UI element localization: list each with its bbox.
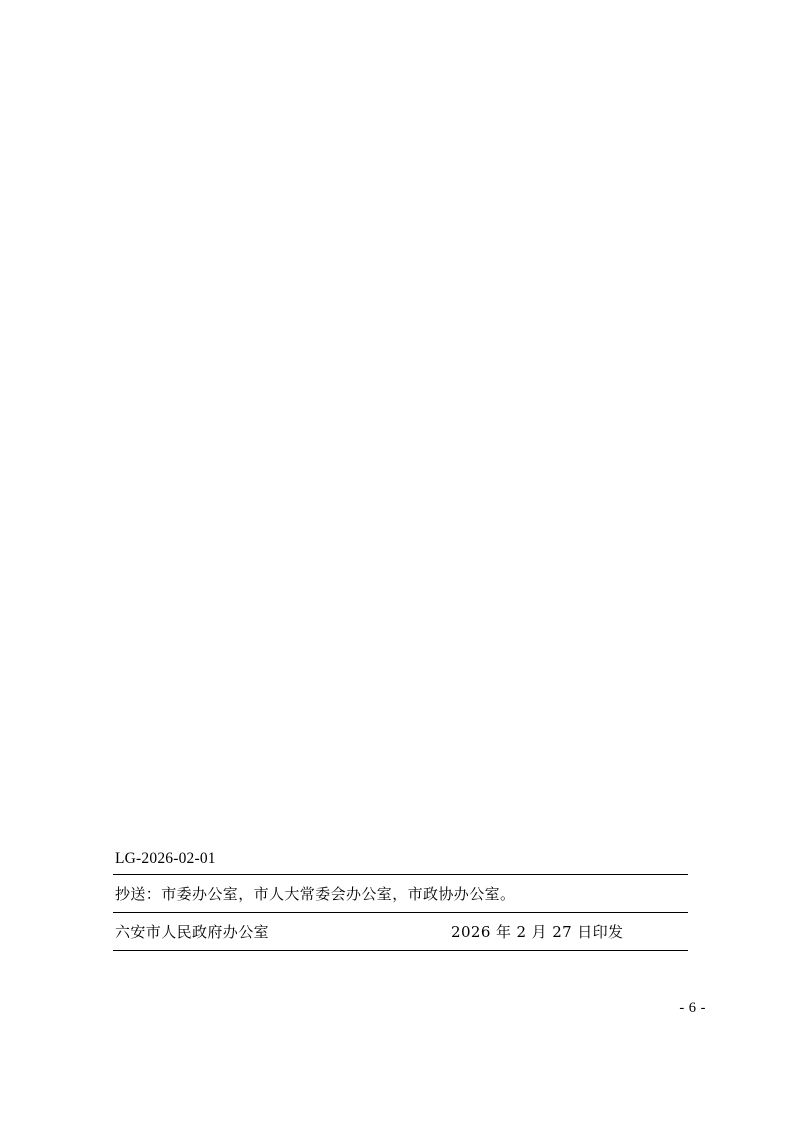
issuer-name: 六安市人民政府办公室 bbox=[115, 923, 270, 941]
footer-rule-bottom bbox=[113, 950, 688, 951]
document-footer-block bbox=[113, 848, 688, 951]
issuer-row bbox=[113, 913, 688, 950]
page-body-area bbox=[113, 120, 681, 820]
page-number: - 6 - bbox=[679, 1000, 706, 1016]
issue-date: 2026 年 2 月 27 日印发 bbox=[451, 923, 624, 941]
document-code: LG-2026-02-01 bbox=[115, 850, 216, 867]
carbon-copy-row: 抄送：市委办公室，市人大常委会办公室，市政协办公室。 bbox=[115, 885, 516, 903]
